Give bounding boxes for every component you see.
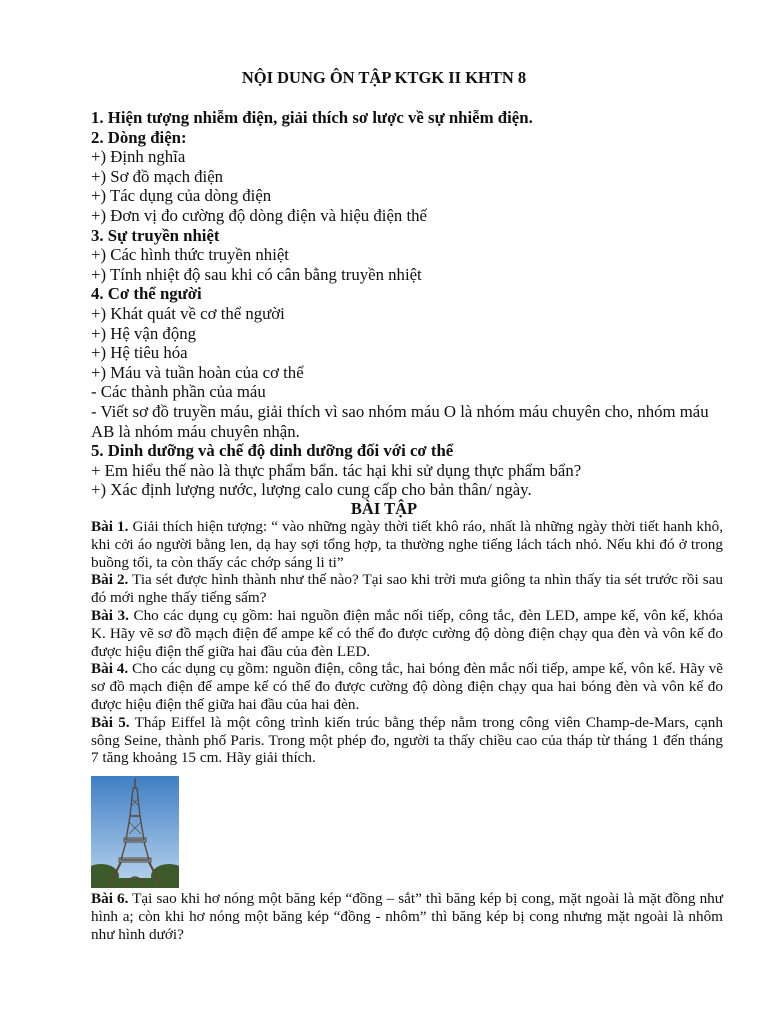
exercise-label: Bài 3.: [91, 606, 129, 624]
exercise-label: Bài 6.: [91, 890, 129, 907]
review-outline: [91, 108, 731, 500]
outline-item: +) Hệ tiêu hóa: [91, 343, 188, 363]
outline-item: + Em hiểu thế nào là thực phẩm bẩn. tác hại khi sử dụng thực phẩm bẩn?: [91, 460, 582, 480]
exercise-item: [91, 518, 723, 571]
exercise-label: Bài 4.: [91, 660, 129, 678]
exercise-item: [91, 890, 723, 943]
outline-item: +) Tác dụng của dòng điện: [91, 186, 272, 206]
exercise-item: [91, 714, 723, 767]
exercise-item: [91, 571, 723, 607]
outline-item: +) Sơ đồ mạch điện: [91, 166, 224, 186]
exercise-text: Tại sao khi hơ nóng một băng kép “đồng – sắt” thì băng kép bị cong, mặt ngoài là mặt đồng như hình a; còn khi hơ nóng một băng kép “đồng - nhôm” thì băng kép bị cong nhưng mặt ngoài là nhôm như hình dưới?: [91, 890, 723, 943]
outline-item: +) Định nghĩa: [91, 147, 186, 167]
outline-item: +) Tính nhiệt độ sau khi có cân bằng truyền nhiệt: [91, 264, 422, 284]
exercise-text: Tia sét được hình thành như thế nào? Tại sao khi trời mưa giông ta nhìn thấy tia sét trước rồi sau đó mới nghe thấy tiếng sấm?: [91, 571, 723, 607]
exercise-text: Giải thích hiện tượng: “ vào những ngày thời tiết khô ráo, nhất là những ngày thời tiết hanh khô, khi cởi áo người bằng len, dạ hay sợi tổng hợp, ta thường nghe tiếng lách tách nhỏ. Nếu khi đó ở trong buồng tối, ta còn thấy các chớp sáng li ti”: [91, 518, 723, 571]
outline-item: - Viết sơ đồ truyền máu, giải thích vì sao nhóm máu O là nhóm máu chuyên cho, nhóm máu AB là nhóm máu chuyên nhận.: [91, 401, 709, 441]
exercise-item: [91, 607, 723, 660]
page-title: NỘI DUNG ÔN TẬP KTGK II KHTN 8: [241, 68, 527, 87]
exercise-list: [91, 518, 723, 767]
outline-item: +) Xác định lượng nước, lượng calo cung cấp cho bản thân/ ngày.: [91, 480, 532, 500]
exercise-6: [91, 890, 723, 943]
exercise-text: Tháp Eiffel là một công trình kiến trúc bằng thép nằm trong công viên Champ-de-Mars, cạnh sông Seine, thành phố Paris. Trong một phép đo, người ta thấy chiều cao của tháp từ tháng 1 đến tháng 7 tăng khoảng 15 cm. Hãy giải thích.: [91, 713, 723, 767]
exercise-text: Cho các dụng cụ gồm: hai nguồn điện mắc nối tiếp, công tắc, đèn LED, ampe kế, vôn kế, khóa K. Hãy vẽ sơ đồ mạch điện để ampe kế có thể đo được cường độ dòng điện chạy qua đèn và vôn kế đo được hiệu điện thế giữa hai đầu của đèn LED.: [91, 606, 723, 660]
outline-item: - Các thành phần của máu: [91, 382, 266, 402]
section-heading: 4. Cơ thể người: [91, 284, 202, 304]
outline-item: +) Đơn vị đo cường độ dòng điện và hiệu điện thế: [91, 205, 427, 225]
exercise-item: [91, 660, 723, 713]
outline-item: +) Các hình thức truyền nhiệt: [91, 245, 289, 265]
exercise-label: Bài 5.: [91, 713, 130, 731]
eiffel-tower-illustration: [91, 776, 179, 888]
eiffel-tower-photo: [91, 776, 179, 888]
outline-item: +) Khát quát về cơ thể người: [91, 303, 285, 323]
exercise-label: Bài 1.: [91, 518, 129, 535]
exercises-heading: BÀI TẬP: [350, 499, 418, 518]
exercise-label: Bài 2.: [91, 571, 129, 589]
section-heading: 2. Dòng điện:: [91, 127, 187, 147]
section-heading: 1. Hiện tượng nhiễm điện, giải thích sơ lược về sự nhiễm điện.: [91, 108, 533, 127]
section-heading: 3. Sự truyền nhiệt: [91, 225, 220, 245]
outline-item: +) Hệ vận động: [91, 323, 196, 343]
exercise-text: Cho các dụng cụ gồm: nguồn điện, công tắc, hai bóng đèn mắc nối tiếp, ampe kế, vôn kế. Hãy vẽ sơ đồ mạch điện để ampe kế có thể đo được cường độ dòng điện chạy qua hai bóng đèn và vôn kế đo được hiệu điện thế giữa hai đầu của hai đèn.: [91, 660, 723, 713]
section-heading: 5. Dinh dưỡng và chế độ dinh dưỡng đối với cơ thể: [91, 441, 454, 461]
outline-item: +) Máu và tuần hoàn của cơ thể: [91, 362, 304, 382]
